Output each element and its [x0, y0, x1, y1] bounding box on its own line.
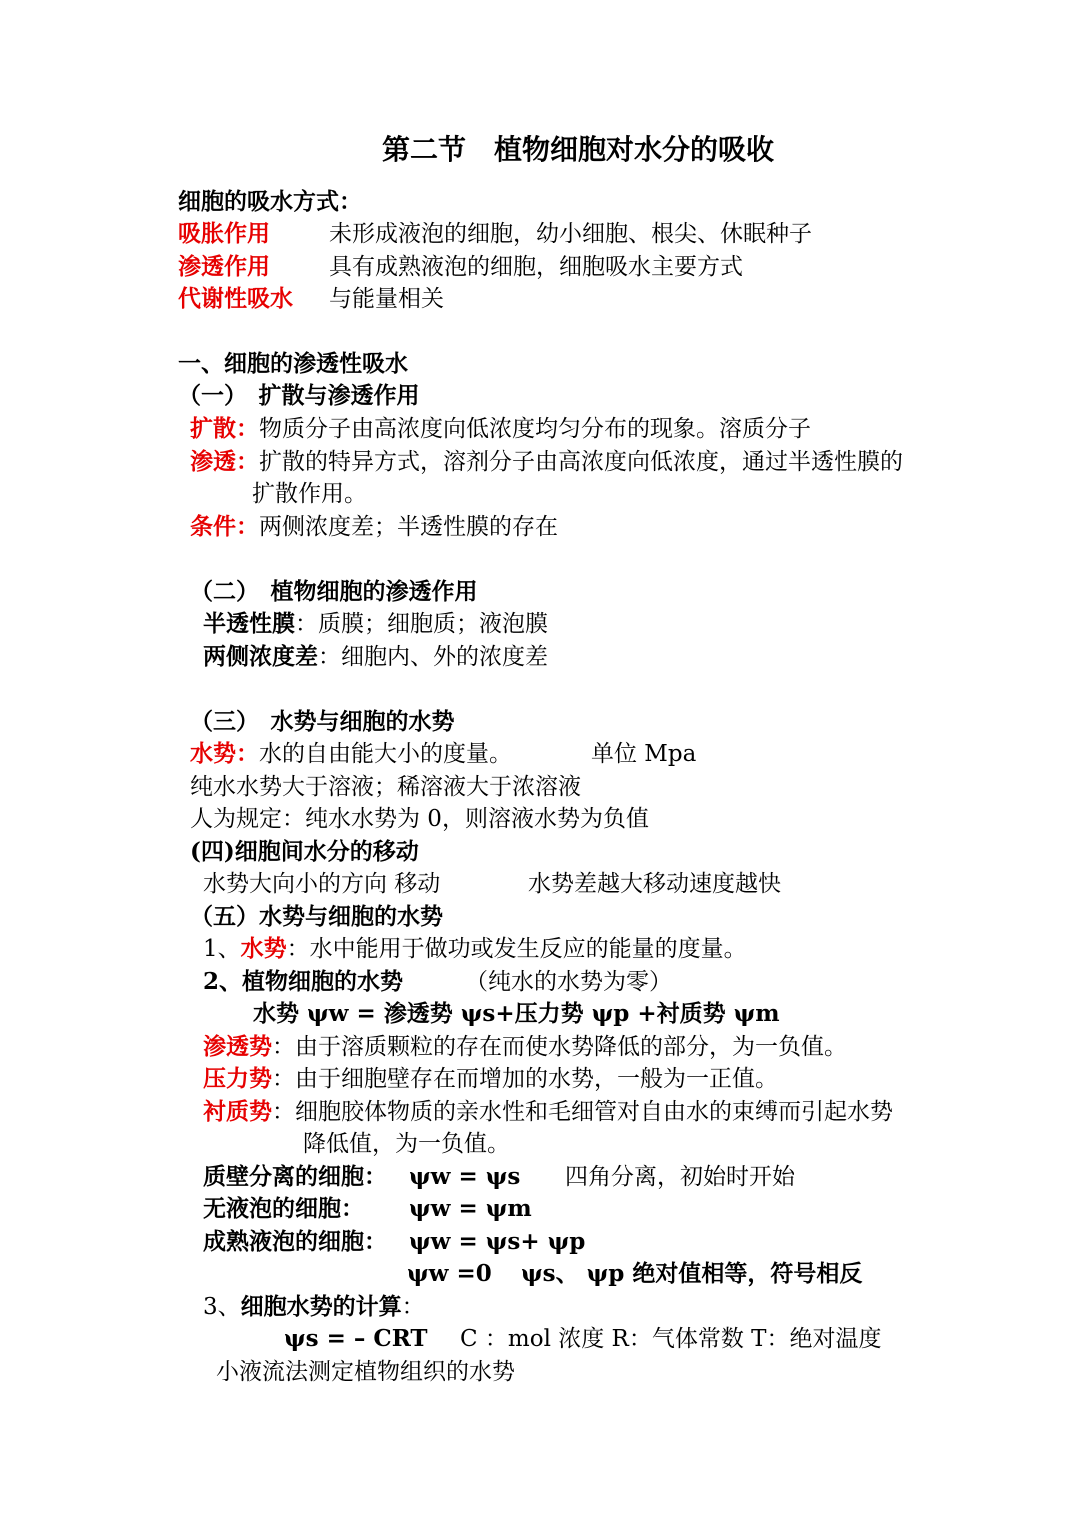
membrane-term: 半透性膜 — [203, 610, 295, 637]
osmotic-line — [203, 1031, 847, 1063]
movement-line-a: 水势大向小的方向 移动 — [203, 871, 441, 897]
matric-line — [203, 1096, 893, 1128]
condition-line — [190, 511, 558, 543]
mature-vacuole-formula: ψw = ψs+ ψp — [409, 1228, 586, 1255]
zero-formula: ψw =0 — [407, 1260, 492, 1287]
water-potential-text: 水的自由能大小的度量。 — [259, 741, 512, 767]
calc-formula: ψs = – CRT — [284, 1325, 428, 1352]
subsection-4-heading: (四)细胞间水分的移动 — [190, 838, 419, 865]
pressure-term: 压力势 — [203, 1065, 272, 1092]
comparison-line: 纯水水势大于溶液；稀溶液大于浓溶液 — [190, 774, 581, 800]
matric-cont: 降低值，为一负值。 — [303, 1131, 510, 1157]
movement-line-b: 水势差越大移动速度越快 — [528, 871, 781, 897]
item-1-line — [203, 933, 747, 965]
intro-desc-1: 未形成液泡的细胞，幼小细胞、根尖、休眠种子 — [329, 221, 812, 247]
diffusion-text: 物质分子由高浓度向低浓度均匀分布的现象。溶质分子 — [259, 416, 811, 442]
membrane-text: ：质膜；细胞质；液泡膜 — [295, 611, 548, 637]
matric-text: ：细胞胶体物质的亲水性和毛细管对自由水的束缚而引起水势 — [272, 1099, 893, 1125]
item-1-num: 1、 — [203, 936, 241, 962]
no-vacuole-label: 无液泡的细胞： — [203, 1195, 364, 1222]
item-1-text: ：水中能用于做功或发生反应的能量的度量。 — [286, 936, 747, 962]
section-1-heading: 一、细胞的渗透性吸水 — [178, 350, 408, 377]
pressure-text: ：由于细胞壁存在而增加的水势，一般为一正值。 — [272, 1066, 778, 1092]
water-potential-line — [190, 738, 512, 770]
pressure-line — [203, 1063, 778, 1095]
plasmolysis-formula: ψw = ψs — [409, 1163, 521, 1190]
osmosis-text: 扩散的特异方式，溶剂分子由高浓度向低浓度，通过半透性膜的 — [259, 449, 903, 475]
item-1-term: 水势 — [240, 935, 287, 962]
subsection-1-heading: （一） 扩散与渗透作用 — [178, 382, 420, 409]
intro-term-3: 代谢性吸水 — [178, 285, 293, 312]
intro-desc-3: 与能量相关 — [329, 286, 444, 312]
zero-note: ψs、 ψp 绝对值相等，符号相反 — [521, 1260, 863, 1287]
item-3-label: 细胞水势的计算 — [240, 1293, 402, 1320]
osmotic-text: ：由于溶质颗粒的存在而使水势降低的部分，为一负值。 — [272, 1034, 847, 1060]
subsection-5-heading: （五）水势与细胞的水势 — [190, 903, 443, 930]
diffusion-line — [190, 413, 811, 445]
last-line: 小液流法测定植物组织的水势 — [216, 1359, 515, 1385]
item-3-colon: ： — [401, 1294, 425, 1320]
no-vacuole-formula: ψw = ψm — [409, 1195, 532, 1222]
diffusion-term: 扩散： — [190, 415, 259, 442]
unit-text: 单位 Mpa — [591, 741, 697, 767]
item-3-num: 3、 — [203, 1294, 241, 1320]
intro-desc-2: 具有成熟液泡的细胞，细胞吸水主要方式 — [329, 254, 743, 280]
osmosis-line — [190, 446, 903, 478]
condition-text: 两侧浓度差；半透性膜的存在 — [259, 514, 558, 540]
osmosis-term: 渗透： — [190, 448, 259, 475]
water-potential-term: 水势： — [190, 740, 259, 767]
mature-vacuole-label: 成熟液泡的细胞： — [203, 1228, 387, 1255]
intro-term-1: 吸胀作用 — [178, 220, 270, 247]
water-potential-formula: 水势 ψw = 渗透势 ψs+压力势 ψp +衬质势 ψm — [253, 1000, 780, 1027]
osmotic-term: 渗透势 — [203, 1033, 272, 1060]
convention-line: 人为规定：纯水水势为 0，则溶液水势为负值 — [190, 806, 649, 832]
item-2-note: （纯水的水势为零） — [465, 969, 672, 995]
matric-term: 衬质势 — [203, 1098, 272, 1125]
intro-term-2: 渗透作用 — [178, 253, 270, 280]
item-2-label: 2、植物细胞的水势 — [203, 968, 404, 995]
plasmolysis-note: 四角分离，初始时开始 — [565, 1164, 795, 1190]
page-title: 第二节 植物细胞对水分的吸收 — [382, 133, 775, 166]
gradient-text: ：细胞内、外的浓度差 — [318, 644, 548, 670]
item-3-line — [203, 1291, 425, 1323]
condition-term: 条件： — [190, 513, 259, 540]
intro-heading: 细胞的吸水方式： — [178, 188, 362, 215]
osmosis-cont: 扩散作用。 — [252, 481, 367, 507]
plasmolysis-label: 质壁分离的细胞： — [203, 1163, 387, 1190]
subsection-3-heading: （三） 水势与细胞的水势 — [190, 708, 455, 735]
membrane-line — [203, 608, 548, 640]
subsection-2-heading: （二） 植物细胞的渗透作用 — [190, 578, 478, 605]
gradient-line — [203, 641, 548, 673]
gradient-term: 两侧浓度差 — [203, 643, 318, 670]
calc-note: C ：mol 浓度 R：气体常数 T：绝对温度 — [460, 1326, 882, 1352]
